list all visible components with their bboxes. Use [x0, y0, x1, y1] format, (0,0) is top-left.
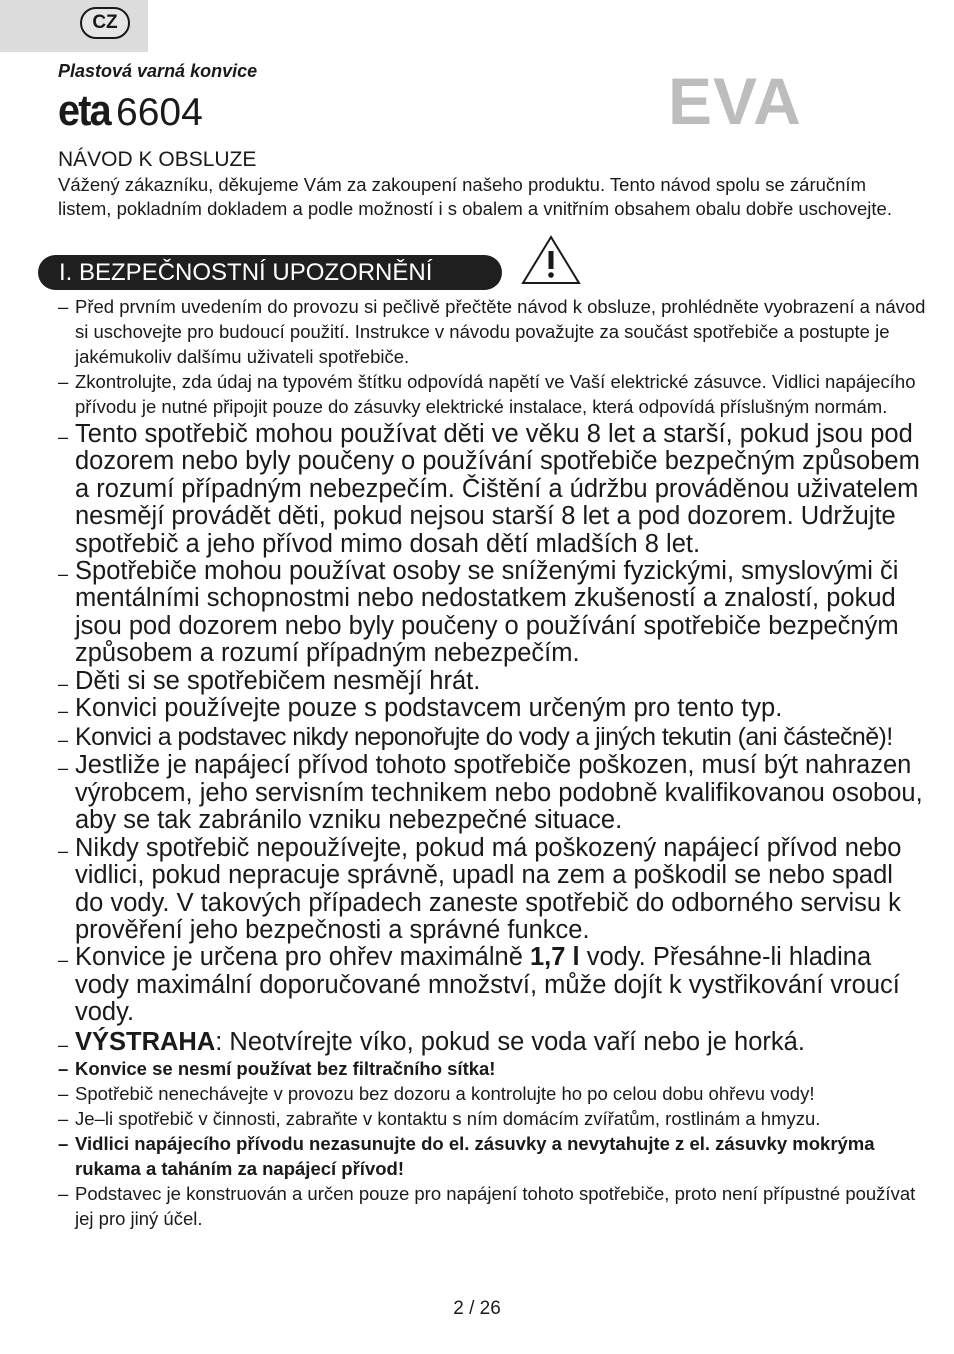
list-item: – Konvici a podstavec nikdy neponořujte do vody a jiných tekutin (ani částečně)! — [58, 722, 928, 752]
page-number — [0, 1298, 954, 1320]
capacity-text-c: vody. Přesáhne-li hladina vody maximální doporučované množství, může dojít k vystřikování vroucí vody. — [75, 943, 900, 1027]
warning-text: : Neotvírejte víko, pokud se voda vaří nebo je horká. — [215, 1027, 805, 1056]
list-item: – Děti si se spotřebičem nesmějí hrát. — [58, 668, 928, 695]
safety-list — [58, 294, 928, 1231]
list-item — [58, 944, 928, 1026]
capacity-text-a: Konvice je určena pro ohřev maximálně — [75, 943, 530, 972]
current-page: 2 — [453, 1298, 464, 1319]
list-item: – Konvici používejte pouze s podstavcem určeným pro tento typ. — [58, 695, 928, 722]
warning-triangle-icon — [519, 234, 583, 286]
eva-series-logo: EVA — [668, 64, 802, 138]
list-item: – Nikdy spotřebič nepoužívejte, pokud má poškozený napájecí přívod nebo vidlici, pokud nepracuje správně, upadl na zem a poškodil se nebo spadl do vody. V takových případech zaneste spotřebič do odborného servisu k prověření jeho bezpečnosti a správné funkce. — [58, 835, 928, 945]
brand-heading — [58, 86, 203, 136]
list-item — [58, 1029, 928, 1056]
section-heading: I. BEZPEČNOSTNÍ UPOZORNĚNÍ — [38, 255, 502, 290]
total-pages: 26 — [479, 1298, 501, 1319]
language-tab — [0, 0, 148, 52]
list-item: – Spotřebiče mohou používat osoby se sníženými fyzickými, smyslovými či mentálními schopnostmi nebo nedostatkem zkušeností a znalostí, pokud jsou pod dozorem nebo byly poučeny o používání spotřebiče bezpečným způsobem a rozumí případným nebezpečím. — [58, 558, 928, 668]
list-item: – Vidlici napájecího přívodu nezasunujte do el. zásuvky a nevytahujte z el. zásuvky mokrýma rukama a taháním za napájecí přívod! — [58, 1131, 928, 1181]
list-item: – Spotřebič nenechávejte v provozu bez dozoru a kontrolujte ho po celou dobu ohřevu vody! — [58, 1081, 928, 1106]
product-subtitle: Plastová varná konvice — [58, 61, 258, 81]
eta-logo: eta — [58, 86, 110, 135]
list-item: – Jestliže je napájecí přívod tohoto spotřebiče poškozen, musí být nahrazen výrobcem, jeho servisním technikem nebo podobně kvalifikovanou osobou, aby se tak zabránilo vzniku nebezpečné situace. — [58, 752, 928, 834]
list-item: – Zkontrolujte, zda údaj na typovém štítku odpovídá napětí ve Vaší elektrické zásuvce. Vidlici napájecího přívodu je nutné připojit pouze do zásuvky elektrické instalace, která odpovídá příslušným normám. — [58, 369, 928, 419]
capacity-value: 1,7 l — [529, 943, 580, 972]
language-badge: CZ — [80, 7, 130, 39]
list-item: – Je–li spotřebič v činnosti, zabraňte v kontaktu s ním domácím zvířatům, rostlinám a hmyzu. — [58, 1106, 928, 1131]
model-number: 6604 — [116, 91, 203, 134]
intro-paragraph: Vážený zákazníku, děkujeme Vám za zakoupení našeho produktu. Tento návod spolu se záručním listem, pokladním dokladem a podle možností i s obalem a vnitřním obsahem obalu dobře uschovejte. — [58, 174, 892, 219]
list-item: – Před prvním uvedením do provozu si pečlivě přečtěte návod k obsluze, prohlédněte vyobrazení a návod si uschovejte pro budoucí použití. Instrukce v návodu považujte za součást spotřebiče a postupte je jakémukoliv dalšímu uživateli spotřebiče. — [58, 294, 928, 369]
list-item: – Podstavec je konstruován a určen pouze pro napájení tohoto spotřebiče, proto není přípustné používat jej pro jiný účel. — [58, 1181, 928, 1231]
warning-label: VÝSTRAHA — [75, 1027, 216, 1056]
page-separator: / — [463, 1298, 480, 1319]
document-title: NÁVOD K OBSLUZE — [58, 148, 257, 171]
list-item: – Tento spotřebič mohou používat děti ve věku 8 let a starší, pokud jsou pod dozorem nebo byly poučeny o používání spotřebiče bezpečným způsobem a rozumí případným nebezpečím. Čištění a údržbu prováděnou uživatelem nesmějí provádět děti, pokud nejsou starší 8 let a pod dozorem. Udržujte spotřebič a jeho přívod mimo dosah dětí mladších 8 let. — [58, 421, 928, 558]
list-item: – Konvice se nesmí používat bez filtračního sítka! — [58, 1056, 928, 1081]
